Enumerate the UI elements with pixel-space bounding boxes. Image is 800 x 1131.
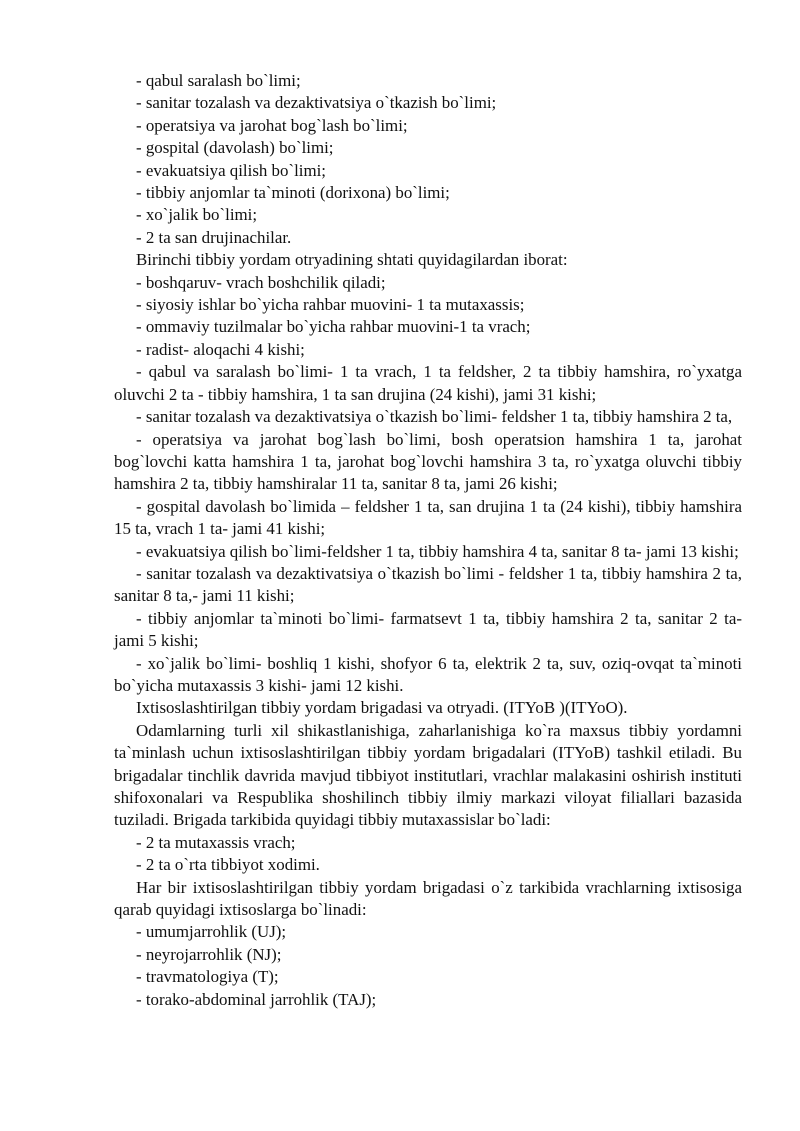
list-item: - 2 ta mutaxassis vrach;: [136, 832, 296, 852]
list-item: - umumjarrohlik (UJ);: [136, 922, 287, 942]
list-item: - evakuatsiya qilish bo`limi;: [136, 160, 326, 180]
paragraph: Har bir ixtisoslashtirilgan tibbiy yordam brigadasi o`z tarkibida vrachlarning ixtisosiga qarab quyidagi ixtisoslarga bo`linadi:: [114, 877, 742, 920]
list-item: - xo`jalik bo`limi- boshliq 1 kishi, shofyor 6 ta, elektrik 2 ta, suv, oziq-ovqat ta`minoti bo`yicha mutaxassis 3 kishi- jami 12 kishi.: [114, 653, 742, 695]
list-item: - 2 ta o`rta tibbiyot xodimi.: [136, 855, 320, 875]
list-item: - qabul saralash bo`limi;: [136, 71, 301, 90]
list-item: - siyosiy ishlar bo`yicha rahbar muovini- 1 ta mutaxassis;: [136, 295, 525, 315]
list-item: - tibbiy anjomlar ta`minoti bo`limi- farmatsevt 1 ta, tibbiy hamshira 2 ta, sanitar 2 ta- jami 5 kishi;: [114, 608, 742, 651]
list-item: - sanitar tozalash va dezaktivatsiya o`tkazish bo`limi- feldsher 1 ta, tibbiy hamshira 2 ta,: [136, 407, 733, 427]
list-item: - 2 ta san drujinachilar.: [136, 227, 292, 247]
paragraph: Birinchi tibbiy yordam otryadining shtati quyidagilardan iborat:: [136, 250, 568, 270]
list-item: - neyrojarrohlik (NJ);: [136, 944, 282, 964]
list-item: - ommaviy tuzilmalar bo`yicha rahbar muovini-1 ta vrach;: [136, 317, 531, 337]
list-item: - evakuatsiya qilish bo`limi-feldsher 1 ta, tibbiy hamshira 4 ta, sanitar 8 ta- jami 13 kishi;: [136, 541, 739, 561]
list-item: - torako-abdominal jarrohlik (TAJ);: [136, 989, 377, 1009]
list-item: - radist- aloqachi 4 kishi;: [136, 339, 305, 359]
list-item: - travmatologiya (T);: [136, 967, 279, 987]
list-item: - operatsiya va jarohat bog`lash bo`limi, bosh operatsion hamshira 1 ta, jarohat bog`lovchi katta hamshira 1 ta, jarohat bog`lovchi hamshira 3 ta, ro`yxatga oluvchi tibbiy hamshira 2 ta, tibbiy hamshiralar 11 ta, sanitar 8 ta, jami 26 kishi;: [114, 429, 742, 494]
list-item: - operatsiya va jarohat bog`lash bo`limi;: [136, 115, 408, 135]
list-item: - qabul va saralash bo`limi- 1 ta vrach, 1 ta feldsher, 2 ta tibbiy hamshira, ro`yxatga oluvchi 2 ta - tibbiy hamshira, 1 ta san drujina (24 kishi), jami 31 kishi;: [114, 362, 742, 404]
list-item: - boshqaruv- vrach boshchilik qiladi;: [136, 272, 386, 292]
list-item: - gospital davolash bo`limida – feldsher 1 ta, san drujina 1 ta (24 kishi), tibbiy hamshira 15 ta, vrach 1 ta- jami 41 kishi;: [114, 496, 742, 539]
list-item: - gospital (davolash) bo`limi;: [136, 138, 334, 158]
paragraph: Odamlarning turli xil shikastlanishiga, zaharlanishiga ko`ra maxsus tibbiy yordamni ta`minlash uchun ixtisoslashtirilgan tibbiy yordam brigadalari (ITYoB) tashkil etiladi. Bu brigadalar tinchlik davrida mavjud tibbiyot institutlari, vrachlar malakasini oshirish instituti shifoxonalari va Respublika shoshilinch tibbiy ilmiy markazi viloyat filiallari bazasida tuziladi. Brigada tarkibida quyidagi tibbiy mutaxassislar bo`ladi:: [114, 720, 742, 830]
list-item: - xo`jalik bo`limi;: [136, 205, 258, 225]
document-page: [114, 70, 742, 1011]
list-item: - tibbiy anjomlar ta`minoti (dorixona) bo`limi;: [136, 183, 450, 203]
list-item: - sanitar tozalash va dezaktivatsiya o`tkazish bo`limi - feldsher 1 ta, tibbiy hamshira 2 ta, sanitar 8 ta,- jami 11 kishi;: [114, 563, 742, 606]
section-heading: Ixtisoslashtirilgan tibbiy yordam brigadasi va otryadi. (ITYoB )(ITYoO).: [136, 698, 628, 718]
list-item: - sanitar tozalash va dezaktivatsiya o`tkazish bo`limi;: [136, 93, 497, 113]
